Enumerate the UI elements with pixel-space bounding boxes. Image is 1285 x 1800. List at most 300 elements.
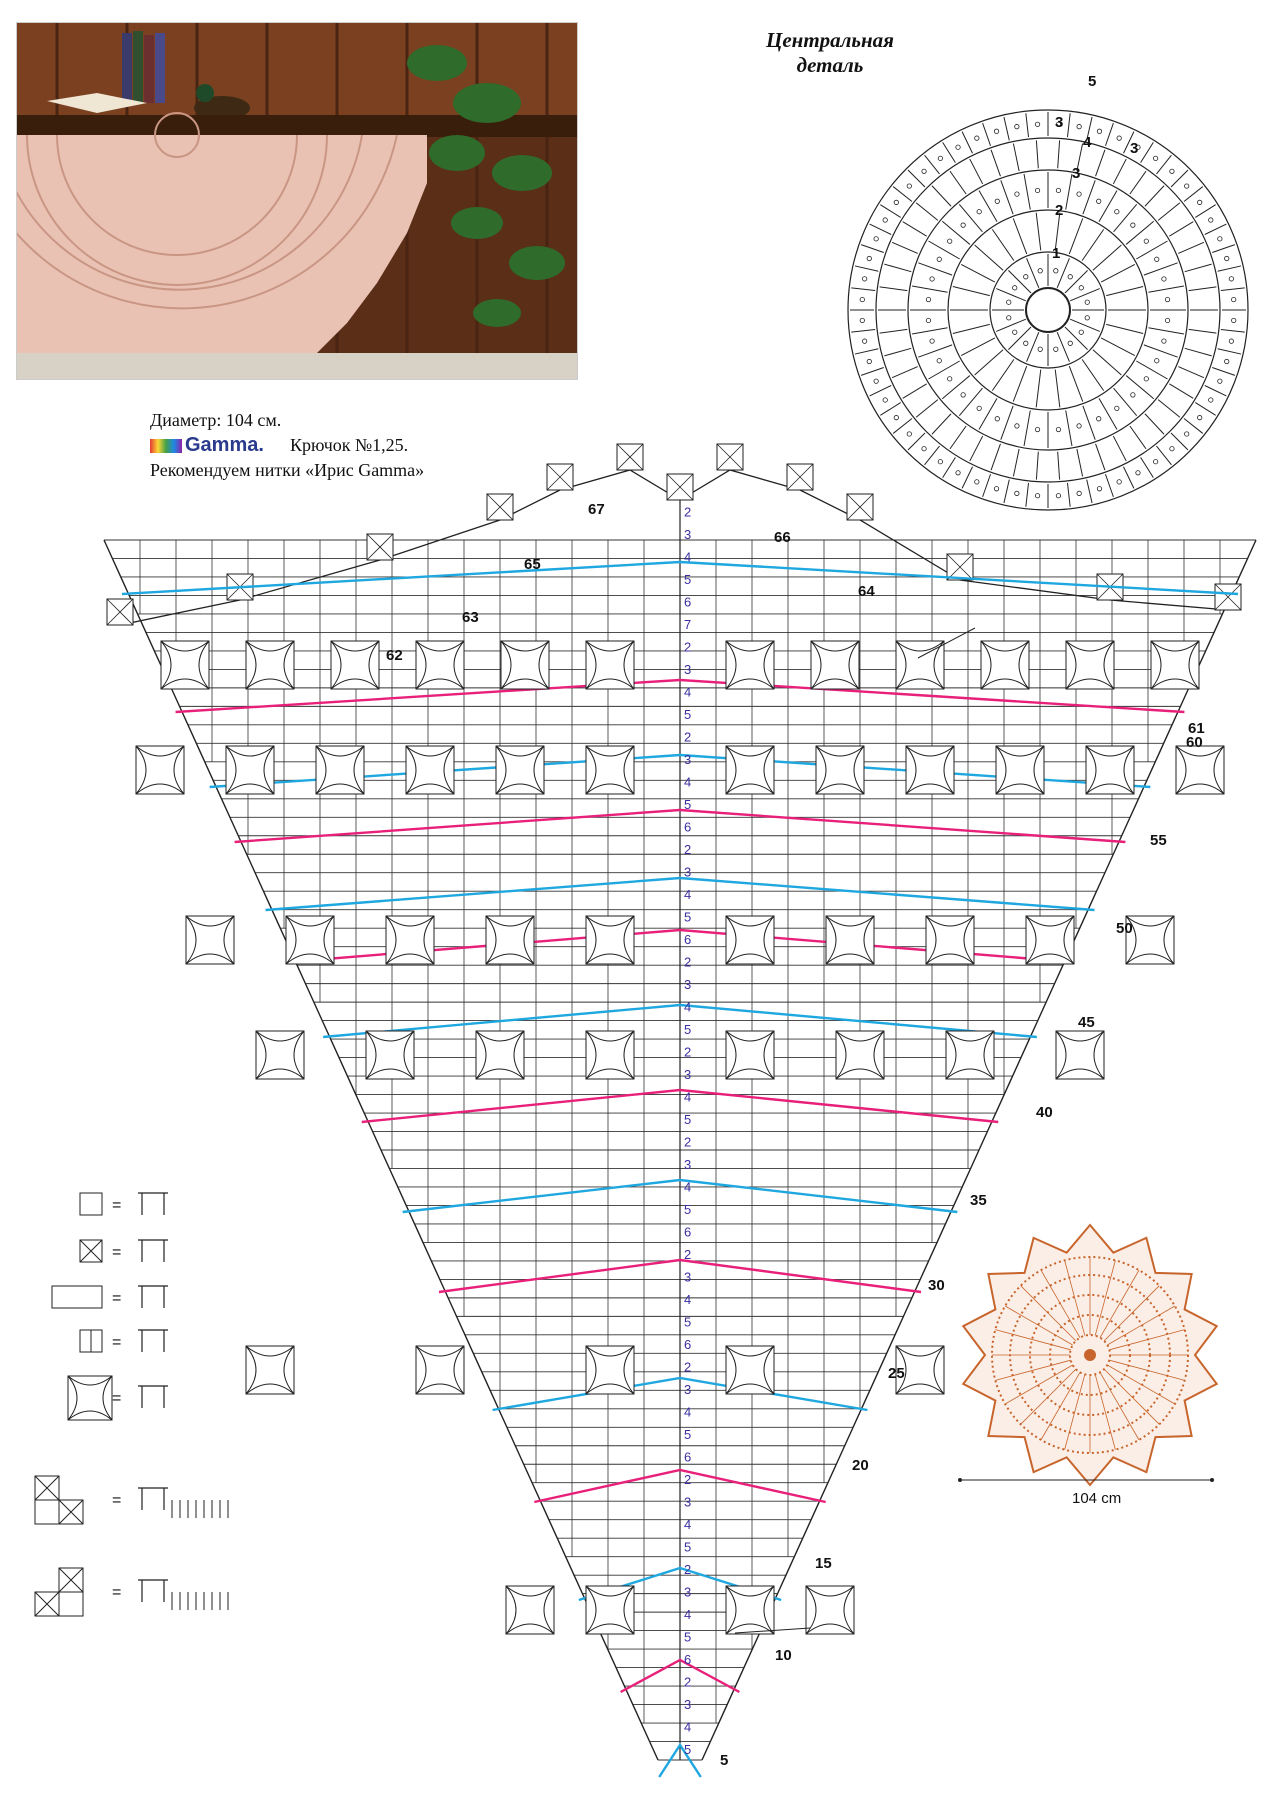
- chain-mark: [975, 480, 979, 484]
- stitch-line: [880, 403, 900, 416]
- stitch-line: [1077, 449, 1083, 476]
- stitch-line: [943, 142, 956, 162]
- stitch-line: [1212, 367, 1235, 375]
- row-label: 40: [1036, 1104, 1053, 1121]
- chain-mark: [1165, 318, 1169, 322]
- legend-stitch-symbol: [138, 1240, 168, 1262]
- chain-mark: [1013, 330, 1017, 334]
- chain-mark: [1155, 257, 1159, 261]
- stitch-line: [1024, 174, 1030, 209]
- stitch-line: [1130, 426, 1146, 449]
- stitch-line: [855, 266, 878, 271]
- flower-motif: [836, 1031, 884, 1079]
- row-label: 5: [720, 1752, 729, 1769]
- flower-motif: [1176, 746, 1224, 794]
- center-row-number: 3: [684, 1697, 692, 1712]
- center-row-number: 3: [684, 1382, 692, 1397]
- stitch-line: [880, 287, 908, 291]
- flower-motif: [476, 1031, 524, 1079]
- center-row-number: 5: [684, 707, 692, 722]
- center-detail-title-line1: Центральная: [766, 28, 894, 52]
- chain-mark: [1079, 286, 1083, 290]
- stitch-line: [1141, 457, 1154, 477]
- chain-mark: [1077, 124, 1081, 128]
- stitch-line: [1113, 436, 1126, 461]
- chain-mark: [874, 379, 878, 383]
- chain-mark: [938, 156, 942, 160]
- row-label: 61: [1188, 720, 1205, 737]
- row-label: 30: [928, 1277, 945, 1294]
- row-label: 63: [462, 609, 479, 626]
- stitch-line: [884, 348, 911, 356]
- diameter-text: Диаметр: 104 см.: [150, 410, 282, 430]
- stitch-line: [1036, 452, 1038, 480]
- stitch-line: [1158, 203, 1180, 221]
- row-label: 60: [1186, 734, 1203, 751]
- chain-mark: [894, 415, 898, 419]
- legend-symbol-flower-square: [68, 1376, 112, 1420]
- row-label: 45: [1078, 1014, 1095, 1031]
- stitch-line: [1083, 180, 1095, 214]
- stitch-line: [953, 287, 990, 296]
- stitch-line: [916, 203, 938, 221]
- legend-equals: =: [112, 1334, 122, 1351]
- stitch-line: [1036, 370, 1041, 408]
- stitch-line: [861, 367, 884, 375]
- stitch-line: [1126, 221, 1154, 244]
- center-row-number: 3: [684, 1584, 692, 1600]
- center-row-number: 4: [684, 549, 692, 565]
- stitch-line: [1212, 245, 1235, 253]
- stitch-line: [1036, 213, 1041, 251]
- flower-motif: [726, 1346, 774, 1394]
- chain-mark: [977, 210, 981, 214]
- flower-motif: [186, 916, 234, 964]
- stitch-line: [1027, 332, 1039, 362]
- chain-mark: [938, 459, 942, 463]
- stitch-line: [979, 398, 997, 429]
- flower-motif: [256, 1031, 304, 1079]
- row-label: 55: [1150, 832, 1167, 849]
- center-row-number: 2: [684, 1562, 692, 1577]
- legend-stitch-symbol: [138, 1580, 168, 1602]
- flower-motif: [366, 1031, 414, 1079]
- stitch-line: [1065, 270, 1088, 293]
- stitch-line: [1144, 345, 1178, 357]
- stitch-line: [893, 187, 912, 202]
- chain-mark: [1007, 316, 1011, 320]
- stitch-line: [1093, 350, 1121, 375]
- stitch-line: [950, 171, 966, 194]
- chain-mark: [1209, 398, 1213, 402]
- chain-mark: [1056, 188, 1060, 192]
- chain-mark: [977, 406, 981, 410]
- legend-equals: =: [112, 1492, 122, 1509]
- dimension-end: [1210, 1478, 1214, 1482]
- stitch-line: [1205, 385, 1227, 395]
- hook-size-text: Крючок №1,25.: [289, 435, 409, 455]
- center-row-number: 6: [684, 1224, 692, 1240]
- stitch-line: [1221, 329, 1245, 332]
- stitch-line: [1013, 449, 1019, 476]
- chain-mark: [1162, 339, 1166, 343]
- flower-motif: [726, 1586, 774, 1634]
- row-label: 10: [775, 1647, 792, 1664]
- center-row-number: 3: [684, 1494, 692, 1510]
- chain-mark: [1136, 471, 1140, 475]
- chain-mark: [1077, 192, 1081, 196]
- center-row-number: 5: [684, 1112, 692, 1127]
- stitch-line: [932, 414, 951, 434]
- center-row-number: 6: [684, 932, 692, 947]
- chain-mark: [1035, 188, 1039, 192]
- flower-motif: [826, 916, 874, 964]
- center-row-number: 4: [684, 1719, 692, 1735]
- stitch-line: [1093, 245, 1121, 270]
- chain-mark: [1035, 494, 1039, 498]
- stitch-line: [880, 205, 900, 218]
- chain-mark: [1197, 200, 1201, 204]
- flower-motif: [246, 641, 294, 689]
- stitch-line: [1070, 319, 1100, 331]
- stitch-line: [870, 224, 892, 234]
- chain-mark: [1035, 122, 1039, 126]
- stitch-line: [1101, 338, 1135, 356]
- chain-mark: [1077, 491, 1081, 495]
- chain-mark: [1229, 277, 1233, 281]
- chain-mark: [994, 487, 998, 491]
- stitch-line: [1036, 140, 1038, 168]
- chain-mark: [926, 297, 930, 301]
- flower-motif: [586, 916, 634, 964]
- center-row-number: 3: [684, 752, 692, 767]
- stitch-line: [1136, 241, 1167, 259]
- flower-motif: [726, 1031, 774, 1079]
- flower-motif: [506, 1586, 554, 1634]
- stitch-line: [1158, 400, 1180, 418]
- stitch-line: [1008, 270, 1031, 293]
- chain-mark: [1097, 129, 1101, 133]
- filet-chart: [104, 444, 1256, 1777]
- stitch-line: [1148, 328, 1183, 334]
- chain-mark: [922, 169, 926, 173]
- center-row-number: 4: [684, 1607, 692, 1622]
- flower-motif: [586, 1586, 634, 1634]
- center-row-number: 2: [684, 954, 692, 970]
- stitch-line: [1096, 150, 1105, 176]
- stitch-line: [943, 457, 956, 477]
- chain-mark: [930, 277, 934, 281]
- chain-mark: [860, 318, 864, 322]
- chain-mark: [867, 359, 871, 363]
- chain-mark: [1085, 300, 1089, 304]
- stitch-line: [1057, 332, 1069, 362]
- round-ring: [1026, 288, 1070, 332]
- stitch-line: [912, 328, 947, 334]
- legend-stitch-symbol: [138, 1386, 168, 1408]
- flower-motif: [136, 746, 184, 794]
- flower-motif: [1026, 916, 1074, 964]
- chain-mark: [874, 237, 878, 241]
- chain-mark: [1232, 297, 1236, 301]
- chain-mark: [1054, 347, 1058, 351]
- chain-mark: [1097, 487, 1101, 491]
- legend-stitch-symbol: [138, 1330, 168, 1352]
- center-row-number: 4: [684, 1517, 692, 1532]
- stitch-line: [1145, 414, 1164, 434]
- center-row-number: 2: [684, 1044, 692, 1060]
- stitch-line: [1221, 288, 1245, 291]
- stitch-line: [1096, 444, 1105, 470]
- stitch-line: [1184, 187, 1203, 202]
- stitch-line: [1113, 159, 1126, 184]
- chain-mark: [1197, 415, 1201, 419]
- stitch-line: [1130, 171, 1146, 194]
- center-row-number: 5: [684, 1539, 692, 1555]
- round-number: 3: [1055, 114, 1064, 131]
- stitch-line: [1114, 388, 1137, 416]
- center-row-number: 3: [684, 527, 692, 542]
- stitch-line: [925, 155, 940, 174]
- mini-doily-center: [1084, 1349, 1096, 1361]
- center-row-number: 5: [684, 1314, 692, 1330]
- stitch-line: [1184, 418, 1203, 433]
- chain-mark: [1015, 491, 1019, 495]
- legend-step-box: [35, 1500, 59, 1524]
- chain-mark: [1068, 341, 1072, 345]
- center-row-number: 2: [684, 1359, 692, 1375]
- stitch-line: [1055, 370, 1060, 408]
- row-label: 66: [774, 529, 791, 546]
- stitch-line: [1026, 113, 1029, 137]
- center-row-number: 4: [684, 887, 692, 902]
- center-row-number: 3: [684, 864, 692, 880]
- legend-symbol-empty-square: [80, 1193, 102, 1215]
- center-row-number: 2: [684, 1674, 692, 1690]
- round-number: 3: [1130, 140, 1139, 157]
- stitch-line: [961, 264, 995, 282]
- stitch-line: [928, 361, 959, 379]
- stitch-line: [983, 123, 991, 146]
- stitch-line: [903, 384, 927, 399]
- stitch-line: [1001, 406, 1013, 440]
- flower-motif: [1066, 641, 1114, 689]
- center-row-number: 6: [684, 1337, 692, 1352]
- stitch-line: [916, 400, 938, 418]
- center-row-number: 3: [684, 977, 692, 992]
- stitch-line: [1001, 180, 1013, 214]
- center-row-number: 5: [684, 1427, 692, 1442]
- center-detail-title-line2: деталь: [796, 53, 864, 77]
- stitch-line: [1185, 264, 1212, 272]
- flower-motif: [586, 1346, 634, 1394]
- row-label: 65: [524, 556, 541, 573]
- flower-motif: [926, 916, 974, 964]
- stitch-line: [1082, 229, 1104, 260]
- chain-mark: [1218, 379, 1222, 383]
- chain-mark: [1115, 210, 1119, 214]
- row-label: 35: [970, 1192, 987, 1209]
- stitch-line: [870, 385, 892, 395]
- stitch-line: [975, 245, 1003, 270]
- flower-motif: [996, 746, 1044, 794]
- flower-motif: [726, 916, 774, 964]
- stitch-line: [1101, 264, 1135, 282]
- stitch-line: [851, 288, 875, 291]
- chain-mark: [1184, 184, 1188, 188]
- center-row-number: 5: [684, 1742, 692, 1757]
- stitch-line: [851, 329, 875, 332]
- chain-mark: [995, 417, 999, 421]
- center-row-number: 4: [684, 774, 692, 790]
- stitch-line: [1136, 361, 1167, 379]
- stitch-line: [918, 263, 952, 275]
- row-label: 25: [888, 1365, 905, 1382]
- stitch-line: [855, 349, 878, 354]
- chain-mark: [961, 223, 965, 227]
- chain-mark: [1077, 424, 1081, 428]
- center-row-number: 2: [684, 504, 692, 520]
- round-number: 1: [1052, 245, 1061, 262]
- stitch-line: [953, 324, 990, 333]
- stitch-line: [950, 426, 966, 449]
- stitch-line: [1066, 410, 1072, 445]
- center-row-number: 7: [684, 617, 692, 632]
- stitch-line: [925, 446, 940, 465]
- flower-motif: [981, 641, 1029, 689]
- chain-mark: [937, 359, 941, 363]
- stitch-line: [1106, 324, 1143, 333]
- row-label: 62: [386, 647, 403, 664]
- brand-name: Gamma.: [185, 434, 264, 456]
- chain-mark: [1013, 286, 1017, 290]
- center-row-number: 2: [684, 1472, 692, 1487]
- row-label: 64: [858, 583, 875, 600]
- stitch-line: [991, 150, 1000, 176]
- chain-mark: [1162, 277, 1166, 281]
- chain-mark: [907, 184, 911, 188]
- center-detail-diagram: [848, 73, 1248, 510]
- center-row-number: 6: [684, 1449, 692, 1465]
- stitch-line: [1024, 410, 1030, 445]
- chain-mark: [1131, 223, 1135, 227]
- center-row-number: 5: [684, 572, 692, 587]
- chain-mark: [1218, 237, 1222, 241]
- stitch-line: [979, 190, 997, 221]
- center-row-number: 3: [684, 662, 692, 677]
- legend-equals: =: [112, 1584, 122, 1601]
- stitch-line: [1169, 384, 1193, 399]
- chain-mark: [867, 256, 871, 260]
- stitch-line: [1189, 287, 1217, 291]
- round-number: 2: [1055, 202, 1064, 219]
- center-row-number: 2: [684, 842, 692, 857]
- chain-mark: [1165, 297, 1169, 301]
- stitch-line: [1218, 349, 1241, 354]
- stitch-line: [962, 132, 972, 154]
- round-number: 5: [1088, 73, 1097, 90]
- stitch-line: [1099, 398, 1117, 429]
- chain-mark: [860, 297, 864, 301]
- chain-mark: [1229, 339, 1233, 343]
- stitch-line: [992, 229, 1014, 260]
- flower-motif: [1126, 916, 1174, 964]
- flower-motif: [1086, 746, 1134, 794]
- row-label: 50: [1116, 920, 1133, 937]
- stitch-line: [942, 376, 970, 399]
- center-row-number: 4: [684, 1292, 692, 1307]
- legend-step-box: [59, 1592, 83, 1616]
- flower-motif: [501, 641, 549, 689]
- stitch-line: [1156, 446, 1171, 465]
- stitch-line: [1178, 242, 1204, 253]
- stitch-line: [1008, 327, 1031, 350]
- chain-mark: [1024, 341, 1028, 345]
- flower-motif: [246, 1346, 294, 1394]
- round-number: 4: [1083, 134, 1092, 151]
- legend: [35, 1193, 228, 1616]
- stitch-line: [1189, 329, 1217, 333]
- stitch-line: [1069, 366, 1082, 402]
- center-row-number: 5: [684, 1629, 692, 1645]
- chain-mark: [907, 432, 911, 436]
- chain-mark: [995, 199, 999, 203]
- chain-mark: [1079, 330, 1083, 334]
- stitch-line: [1195, 205, 1215, 218]
- stitch-line: [1082, 359, 1104, 390]
- flower-motif: [586, 746, 634, 794]
- chain-mark: [1170, 446, 1174, 450]
- chain-mark: [1232, 318, 1236, 322]
- chain-mark: [1056, 494, 1060, 498]
- stitch-line: [961, 338, 995, 356]
- chain-mark: [1153, 156, 1157, 160]
- chain-mark: [1007, 300, 1011, 304]
- flower-motif: [816, 746, 864, 794]
- chain-mark: [926, 318, 930, 322]
- legend-stitch-symbol: [138, 1193, 168, 1215]
- stitch-line: [1169, 222, 1193, 237]
- center-row-number: 4: [684, 1179, 692, 1195]
- stitch-line: [1195, 403, 1215, 416]
- stitch-line: [1148, 286, 1183, 292]
- chain-mark: [1131, 393, 1135, 397]
- chain-mark: [894, 200, 898, 204]
- stitch-line: [880, 329, 908, 333]
- chain-mark: [1015, 424, 1019, 428]
- stitch-line: [1058, 140, 1060, 168]
- stitch-line: [861, 245, 884, 253]
- stitch-line: [1004, 117, 1009, 140]
- stitch-line: [1205, 224, 1227, 234]
- round-number: 3: [1072, 165, 1081, 182]
- chain-mark: [1097, 417, 1101, 421]
- mini-doily: [958, 1225, 1217, 1485]
- chain-mark: [1117, 136, 1121, 140]
- center-row-number: 6: [684, 819, 692, 835]
- stitch-line: [1156, 155, 1171, 174]
- stitch-line: [970, 436, 983, 461]
- chain-mark: [883, 218, 887, 222]
- stitch-line: [1013, 218, 1026, 254]
- chain-mark: [1056, 427, 1060, 431]
- stitch-line: [991, 444, 1000, 470]
- legend-equals: =: [112, 1290, 122, 1307]
- stitch-line: [1145, 186, 1164, 206]
- flower-motif: [316, 746, 364, 794]
- stitch-line: [1004, 480, 1009, 503]
- center-row-number: 5: [684, 797, 692, 812]
